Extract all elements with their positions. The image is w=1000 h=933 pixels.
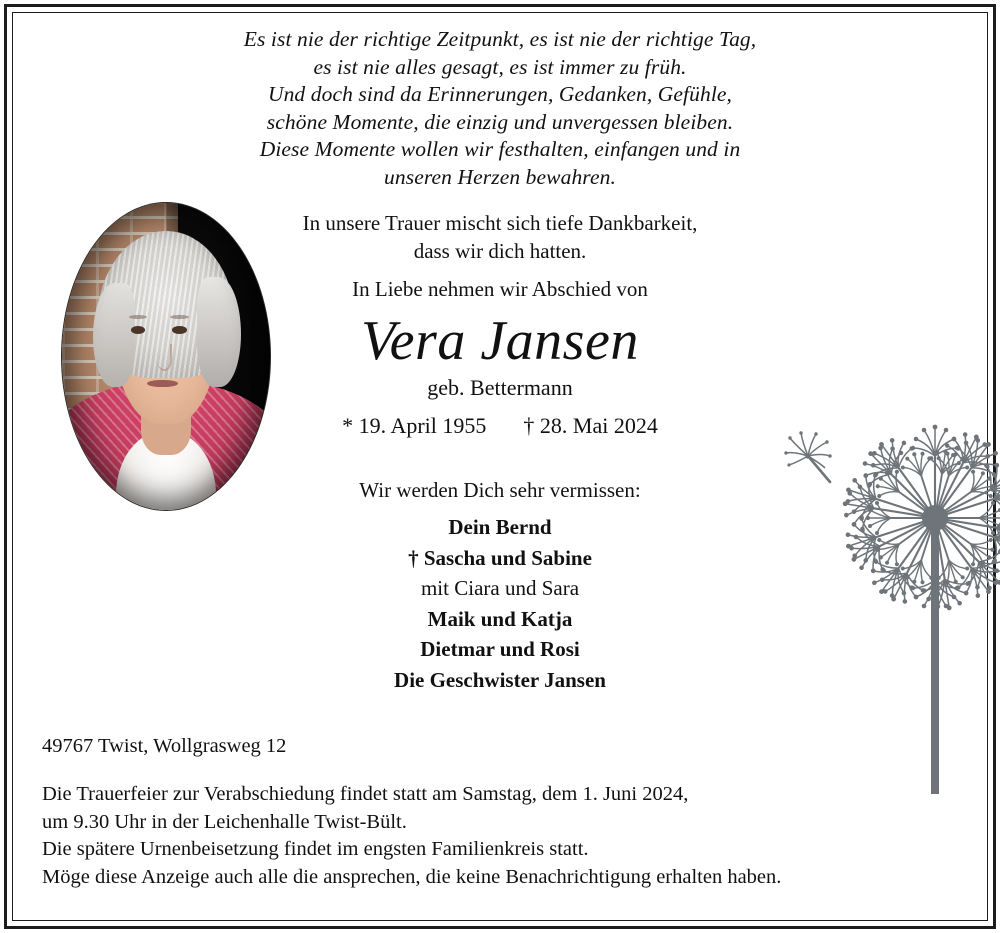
tribute-spacer [280, 265, 720, 275]
dandelion-head [839, 424, 1000, 614]
tribute-lead-line-2: dass wir dich hatten. [413, 239, 587, 263]
tribute-lead-line-1: In unsere Trauer mischt sich tiefe Dankbarkeit, [302, 211, 698, 235]
dandelion-seed-icon [784, 431, 831, 482]
life-dates [280, 411, 720, 441]
address-line: 49767 Twist, Wollgrasweg 12 [42, 735, 287, 757]
poem-line-4: schöne Momente, die einzig und unvergessen bleiben. [266, 109, 734, 134]
ceremony-line-2: um 9.30 Uhr in der Leichenhalle Twist-Bült. [42, 810, 407, 833]
family-member: Dietmar und Rosi [420, 637, 580, 661]
family-member: Die Geschwister Jansen [394, 667, 606, 692]
portrait-vignette [62, 203, 270, 510]
poem-line-3: Und doch sind da Erinnerungen, Gedanken, Gefühle, [267, 82, 733, 106]
ceremony-details [42, 781, 942, 891]
portrait-scene [62, 203, 270, 510]
family-member: mit Ciara und Sara [420, 576, 580, 600]
poem-line-1: Es ist nie der richtige Zeitpunkt, es ist nie der richtige Tag, [243, 27, 757, 51]
ceremony-line-4: Möge diese Anzeige auch alle die ansprechen, die keine Benachrichtigung erhalten haben. [42, 865, 782, 888]
poem-line-2: es ist nie alles gesagt, es ist immer zu früh. [313, 54, 687, 79]
birth-symbol: * [342, 413, 354, 438]
deceased-name: Vera Jansen [361, 310, 639, 372]
family-member: Maik und Katja [427, 606, 573, 631]
ceremony-line-3: Die spätere Urnenbeisetzung findet im engsten Familienkreis statt. [42, 838, 589, 860]
deceased-maiden-name: geb. Bettermann [427, 375, 573, 400]
family-member: Dein Bernd [448, 515, 552, 539]
family-member: † Sascha und Sabine [408, 545, 592, 570]
portrait-photo [62, 203, 270, 510]
death-date: 28. Mai 2024 [539, 413, 658, 438]
memorial-poem [150, 26, 850, 191]
tribute-block [280, 209, 720, 441]
family-block [280, 475, 720, 695]
ceremony-line-1: Die Trauerfeier zur Verabschiedung findet statt am Samstag, dem 1. Juni 2024, [42, 783, 689, 805]
death-symbol: † [523, 413, 535, 438]
poem-line-5: Diese Momente wollen wir festhalten, einfangen und in [259, 137, 741, 161]
tribute-farewell-line: In Liebe nehmen wir Abschied von [352, 277, 648, 301]
poem-line-6: unseren Herzen bewahren. [384, 164, 616, 189]
details-block [42, 733, 942, 891]
birth-date: 19. April 1955 [358, 413, 487, 438]
family-intro: Wir werden Dich sehr vermissen: [359, 478, 641, 502]
